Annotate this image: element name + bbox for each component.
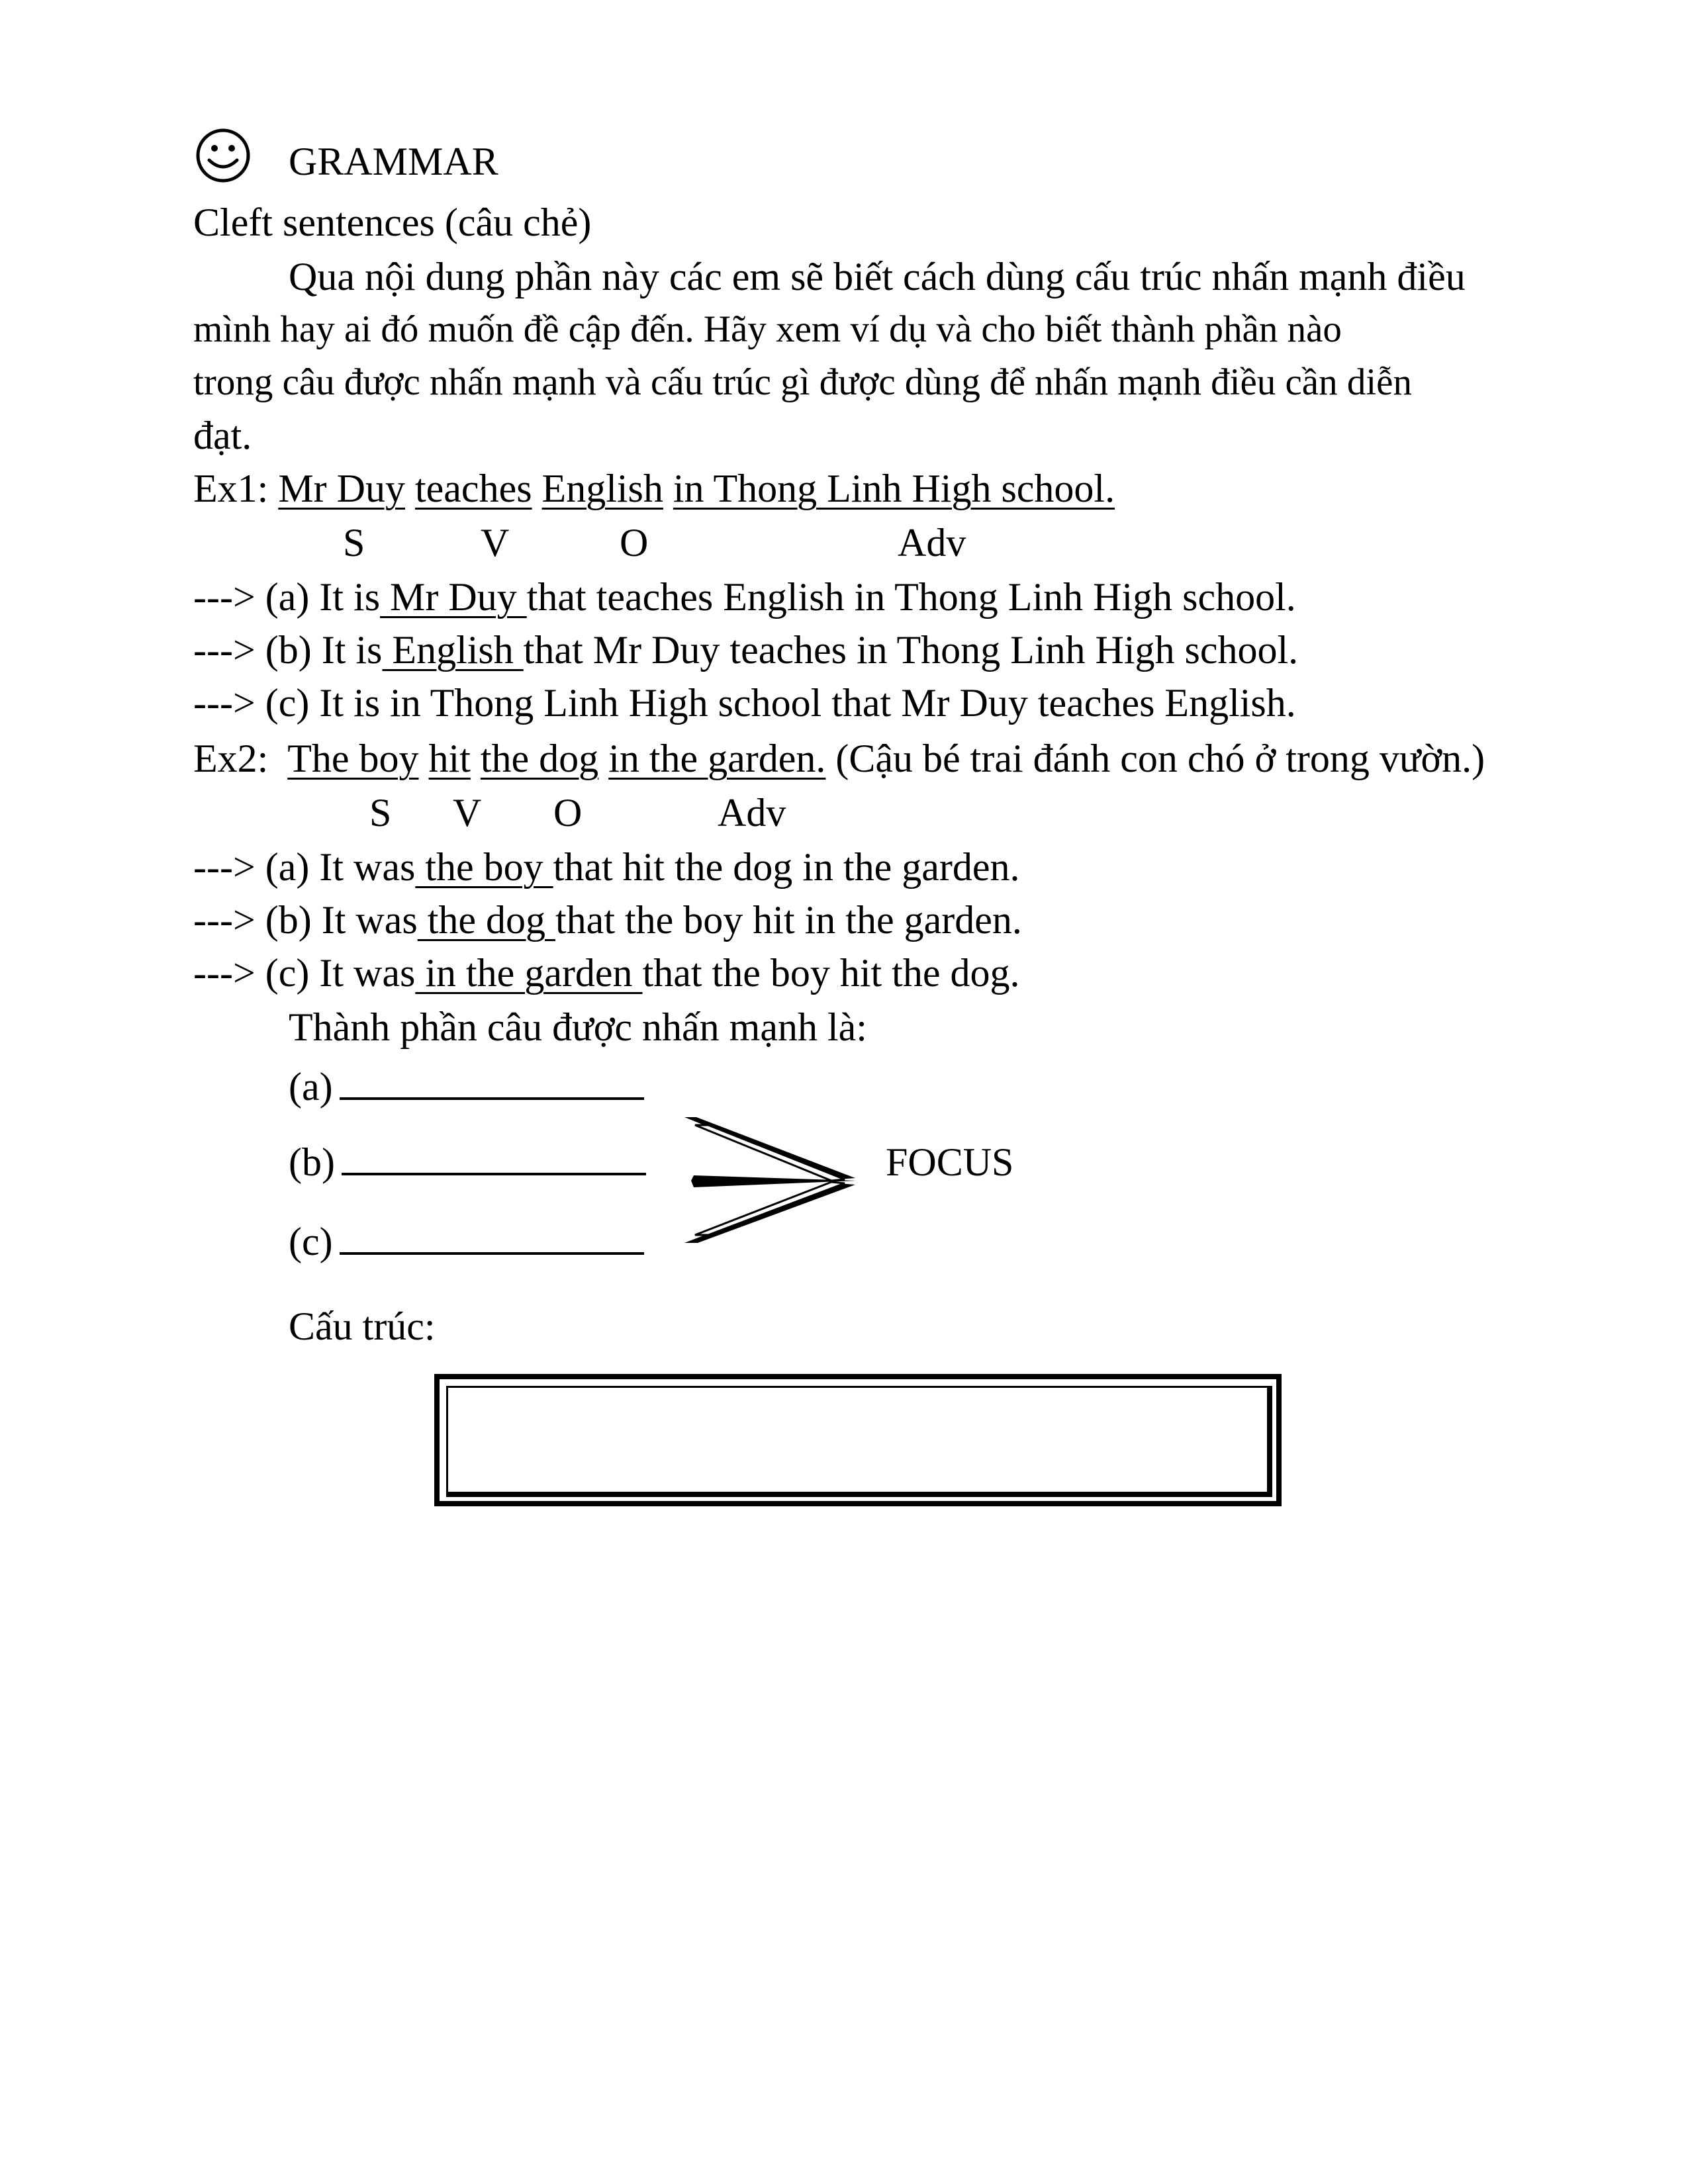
- ex2-cleft-b: ---> (b) It was the dog that the boy hit in the garden.: [193, 898, 1022, 942]
- ex2-object: the dog: [480, 737, 599, 780]
- ex2-verb: hit: [428, 737, 471, 780]
- ex2-cleft-c: ---> (c) It was in the garden that the boy hit the dog.: [193, 951, 1020, 995]
- ex2-cleft-a-focus: the boy: [415, 845, 553, 889]
- ex1-cleft-a-focus: Mr Duy: [380, 575, 527, 619]
- ex1-sentence: [193, 463, 1115, 514]
- answer-b-blank[interactable]: [342, 1141, 646, 1175]
- ex2-label: Ex2:: [193, 737, 269, 780]
- converging-arrows-icon: [682, 1112, 874, 1261]
- answer-a-blank[interactable]: [340, 1066, 644, 1100]
- ex2-subject: The boy: [287, 737, 419, 780]
- ex2-sentence: [193, 733, 1485, 784]
- ex1-verb: teaches: [415, 467, 532, 510]
- ex2-cleft-a: ---> (a) It was the boy that hit the dog in the garden.: [193, 845, 1020, 889]
- intro-line-2: mình hay ai đó muốn đề cập đến. Hãy xem ví dụ và cho biết thành phần nào: [193, 308, 1342, 350]
- ex2-adverbial: in the garden.: [608, 737, 826, 780]
- structure-answer-box[interactable]: [434, 1374, 1282, 1506]
- answer-b: (b): [289, 1137, 646, 1187]
- intro-line-3: trong câu được nhấn mạnh và cấu trúc gì được dùng để nhấn mạnh điều cần diễn: [193, 361, 1412, 403]
- focus-question: Thành phần câu được nhấn mạnh là:: [289, 1005, 867, 1049]
- ex1-role-v: V: [481, 521, 510, 565]
- ex1-adverbial: in Thong Linh High school.: [673, 467, 1115, 510]
- ex2-role-o: O: [553, 791, 583, 835]
- intro-line-4: đạt.: [193, 414, 252, 457]
- structure-box-inner-border: [446, 1386, 1272, 1497]
- ex2-translation: (Cậu bé trai đánh con chó ở trong vườn.): [835, 737, 1485, 780]
- ex1-role-o: O: [620, 521, 649, 565]
- ex1-cleft-a: ---> (a) It is Mr Duy that teaches English in Thong Linh High school.: [193, 575, 1296, 619]
- ex1-object: English: [541, 467, 663, 510]
- structure-label: Cấu trúc:: [289, 1304, 436, 1348]
- smiley-icon: [193, 126, 253, 189]
- ex1-cleft-b-focus: English: [382, 628, 524, 672]
- ex2-role-s: S: [369, 791, 392, 835]
- answer-a: (a): [289, 1062, 644, 1112]
- answer-c: (c): [289, 1216, 644, 1267]
- intro-line-1: Qua nội dung phần này các em sẽ biết cách dùng cấu trúc nhấn mạnh điều: [289, 255, 1466, 298]
- ex2-role-adv: Adv: [718, 791, 786, 835]
- ex2-cleft-b-focus: the dog: [417, 898, 556, 942]
- ex2-role-v: V: [453, 791, 482, 835]
- ex1-cleft-b: ---> (b) It is English that Mr Duy teaches in Thong Linh High school.: [193, 628, 1299, 672]
- subtitle: Cleft sentences (câu chẻ): [193, 201, 592, 244]
- answer-c-blank[interactable]: [340, 1220, 644, 1255]
- ex1-cleft-c: ---> (c) It is in Thong Linh High school that Mr Duy teaches English.: [193, 681, 1296, 725]
- page-title: GRAMMAR: [289, 140, 498, 183]
- ex1-role-s: S: [343, 521, 365, 565]
- ex2-cleft-c-focus: in the garden: [415, 951, 643, 995]
- ex1-label: Ex1:: [193, 467, 269, 510]
- ex1-role-adv: Adv: [898, 521, 966, 565]
- ex1-subject: Mr Duy: [278, 467, 405, 510]
- focus-label: FOCUS: [886, 1140, 1014, 1184]
